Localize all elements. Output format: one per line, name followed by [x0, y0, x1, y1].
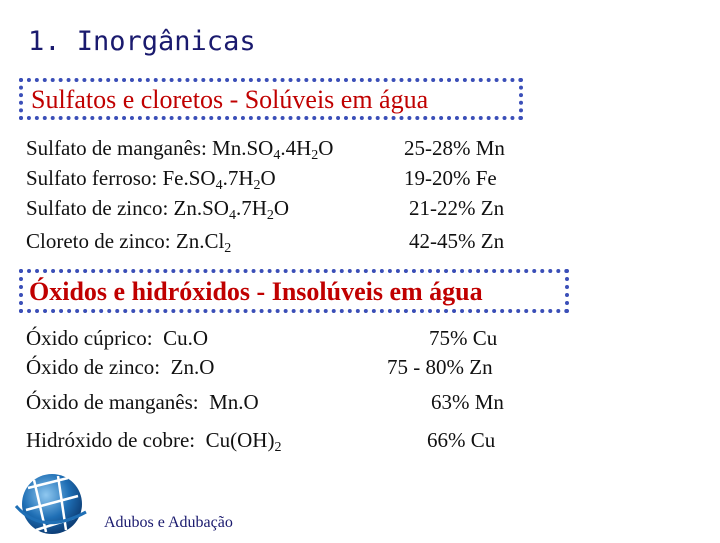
section1-row-2-content: 19-20% Fe	[404, 166, 497, 190]
section1-row-4-label: Cloreto de zinco: $Zn.Cl_2$	[26, 229, 232, 256]
section2-row-4-content: 66% Cu	[427, 428, 496, 452]
section1-row-1-content: 25-28% Mn	[404, 136, 505, 160]
globe-logo-icon	[12, 466, 90, 538]
section2-row-3-label: Óxido de manganês: Mn.O	[26, 390, 259, 414]
section2-row-4-label: Hidróxido de cobre: $Cu(OH)_2$	[26, 428, 282, 455]
section1-title: Sulfatos e cloretos - Solúveis em água	[31, 85, 429, 114]
section1-row-1-label: Sulfato de manganês: $Mn.SO_4.4H_2O$	[26, 136, 334, 163]
footer-text: Adubos e Adubação	[104, 514, 233, 531]
section2-row-2-label: Óxido de zinco: Zn.O	[26, 355, 215, 379]
section2-title: Óxidos e hidróxidos - Insolúveis em água	[29, 277, 483, 306]
section2-row-1-content: 75% Cu	[429, 326, 498, 350]
section1-row-3-label: Sulfato de zinco: $Zn.SO_4.7H_2O$	[26, 196, 290, 223]
section2-row-2-content: 75 - 80% Zn	[387, 355, 493, 379]
section2-box	[19, 269, 569, 313]
section1-row-3-content: 21-22% Zn	[409, 196, 505, 220]
section1-row-4-content: 42-45% Zn	[409, 229, 505, 253]
section1-box	[19, 78, 523, 120]
section2-row-3-content: 63% Mn	[431, 390, 504, 414]
section2-row-1-label: Óxido cúprico: Cu.O	[26, 326, 208, 350]
slide-title: 1. Inorgânicas	[28, 26, 256, 57]
section1-row-2-label: Sulfato ferroso: $Fe.SO_4.7H_2O$	[26, 166, 276, 193]
